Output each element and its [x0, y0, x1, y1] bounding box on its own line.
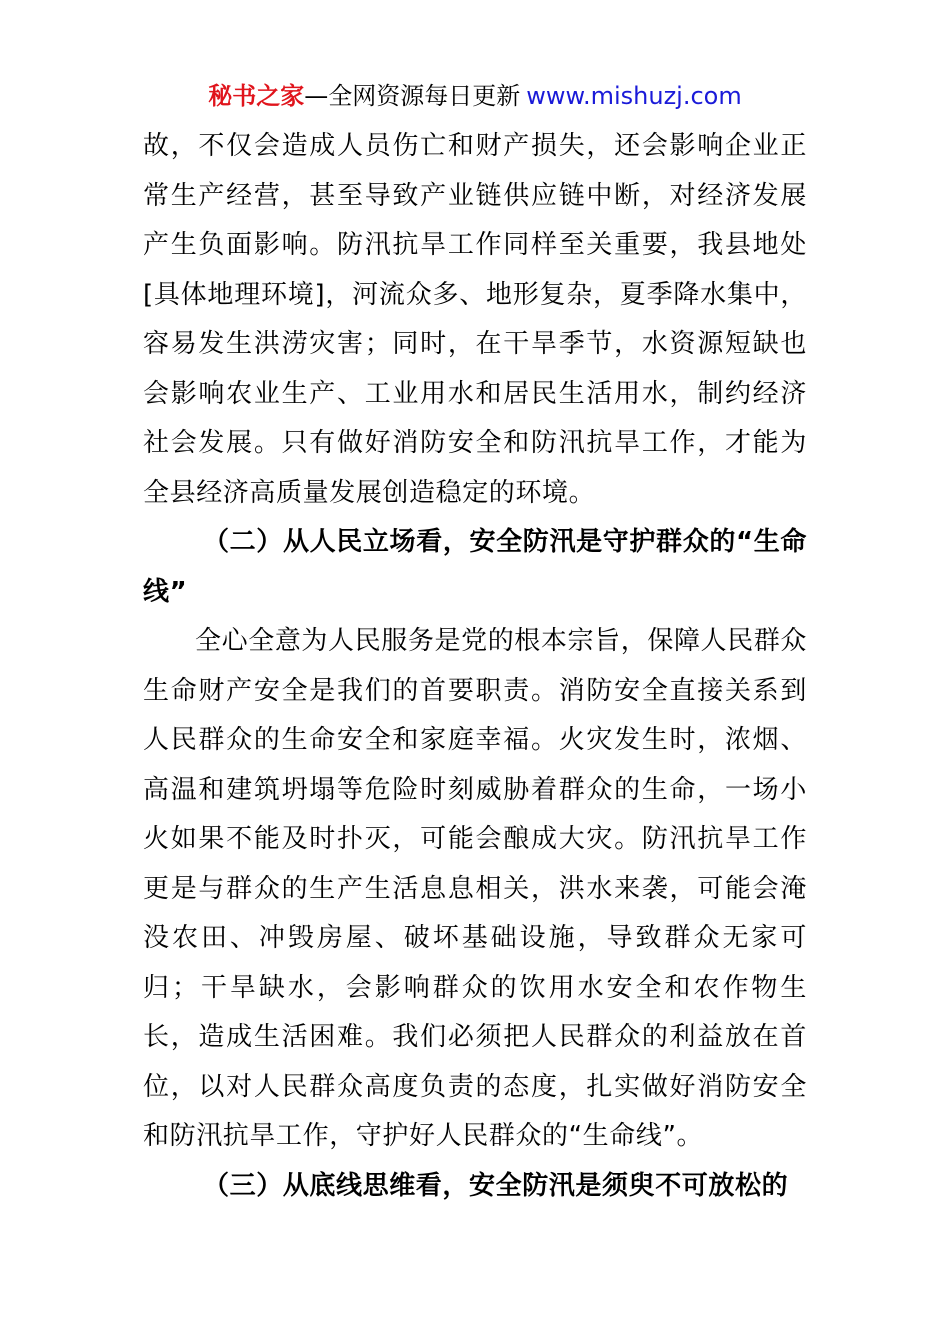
- section-heading-3: （三）从底线思维看，安全防汛是须臾不可放松的: [203, 1170, 789, 1201]
- section-heading-2: （二）从人民立场看，安全防汛是守护群众的“生命线”: [143, 527, 807, 607]
- page-header: [0, 80, 950, 112]
- site-url-link[interactable]: www.mishuzj.com: [526, 82, 742, 110]
- body-paragraph-continued: 故，不仅会造成人员伤亡和财产损失，还会影响企业正常生产经营，甚至导致产业链供应链中断，对经济发展产生负面影响。防汛抗旱工作同样至关重要，我县地处[具体地理环境]，河流众多、地形复杂，夏季降水集中，容易发生洪涝灾害；同时，在干旱季节，水资源短缺也会影响农业生产、工业用水和居民生活用水，制约经济社会发展。只有做好消防安全和防汛抗旱工作，才能为全县经济高质量发展创造稳定的环境。: [143, 131, 807, 508]
- document-body: [143, 122, 807, 1211]
- site-tagline: —全网资源每日更新: [304, 82, 521, 110]
- site-brand: 秘书之家: [208, 82, 305, 110]
- body-paragraph: 全心全意为人民服务是党的根本宗旨，保障人民群众生命财产安全是我们的首要职责。消防安全直接关系到人民群众的生命安全和家庭幸福。火灾发生时，浓烟、高温和建筑坍塌等危险时刻威胁着群众的生命，一场小火如果不能及时扑灭，可能会酿成大灾。防汛抗旱工作更是与群众的生产生活息息相关，洪水来袭，可能会淹没农田、冲毁房屋、破坏基础设施，导致群众无家可归；干旱缺水，会影响群众的饮用水安全和农作物生长，造成生活困难。我们必须把人民群众的利益放在首位，以对人民群众高度负责的态度，扎实做好消防安全和防汛抗旱工作，守护好人民群众的“生命线”。: [143, 626, 807, 1151]
